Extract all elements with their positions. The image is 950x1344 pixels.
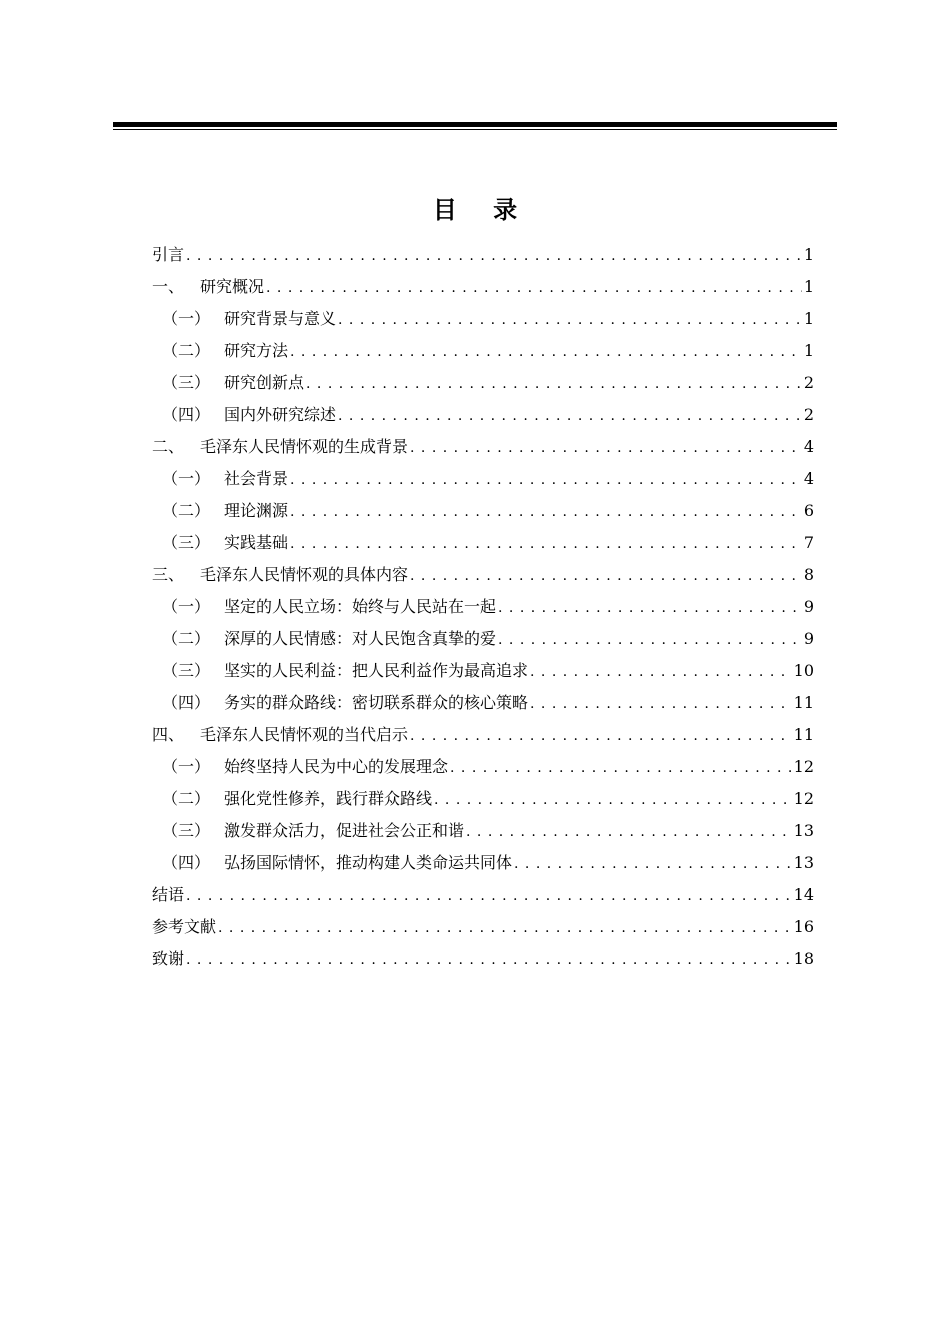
toc-entry-page: 9 [803, 629, 814, 648]
toc-entry-number: （二） [162, 341, 211, 360]
toc-entry-page: 4 [803, 469, 814, 488]
toc-entry-title: 研究创新点 [224, 373, 305, 392]
toc-entry-page: 11 [793, 725, 814, 744]
toc-entry[interactable] [152, 783, 814, 815]
toc-entry[interactable] [152, 847, 814, 879]
toc-entry-number: 一、 [152, 277, 185, 296]
toc-entry-title: 毛泽东人民情怀观的具体内容 [200, 565, 409, 584]
toc-leader-dots [498, 623, 802, 655]
toc-entry-page: 10 [793, 661, 814, 680]
toc-entry-title: 坚定的人民立场：始终与人民站在一起 [224, 597, 497, 616]
toc-entry-title: 国内外研究综述 [224, 405, 337, 424]
toc-entry-title: 致谢 [152, 949, 185, 968]
toc-leader-dots [338, 303, 802, 335]
toc-entry-page: 12 [793, 757, 814, 776]
toc-entry-number: （四） [162, 853, 211, 872]
toc-entry-number: （一） [162, 469, 211, 488]
toc-leader-dots [186, 879, 792, 911]
toc-entry-page: 18 [793, 949, 814, 968]
toc-entry-title: 强化党性修养，践行群众路线 [224, 789, 433, 808]
toc-entry-number: （二） [162, 629, 211, 648]
toc-leader-dots [338, 399, 802, 431]
toc-entry-title: 研究概况 [200, 277, 265, 296]
toc-entry[interactable] [152, 591, 814, 623]
toc-entry-number: （三） [162, 661, 211, 680]
toc-leader-dots [450, 751, 792, 783]
toc-entry-number: （四） [162, 693, 211, 712]
toc-entry-page: 2 [803, 405, 814, 424]
toc-leader-dots [218, 911, 792, 943]
toc-entry-number: （三） [162, 373, 211, 392]
toc-entry[interactable] [152, 431, 814, 463]
toc-entry[interactable] [152, 367, 814, 399]
toc-leader-dots [290, 527, 802, 559]
toc-leader-dots [498, 591, 802, 623]
toc-entry[interactable] [152, 495, 814, 527]
toc-entry[interactable] [152, 271, 814, 303]
toc-title: 目 录 [432, 196, 532, 224]
toc-entry[interactable] [152, 239, 814, 271]
toc-entry-title: 参考文献 [152, 917, 217, 936]
toc-entry-title: 始终坚持人民为中心的发展理念 [224, 757, 449, 776]
toc-entry-title: 理论渊源 [224, 501, 289, 520]
toc-entry[interactable] [152, 719, 814, 751]
toc-leader-dots [306, 367, 802, 399]
toc-entry[interactable] [152, 879, 814, 911]
toc-leader-dots [410, 431, 802, 463]
toc-entry-page: 1 [803, 341, 814, 360]
toc-leader-dots [530, 687, 792, 719]
toc-entry[interactable] [152, 335, 814, 367]
toc-entry-number: （三） [162, 821, 211, 840]
toc-entry-number: （二） [162, 789, 211, 808]
toc-entry[interactable] [152, 527, 814, 559]
toc-entry-number: 四、 [152, 725, 185, 744]
toc-entry-title: 毛泽东人民情怀观的生成背景 [200, 437, 409, 456]
toc-entry[interactable] [152, 815, 814, 847]
toc-entry-title: 务实的群众路线：密切联系群众的核心策略 [224, 693, 529, 712]
toc-entry[interactable] [152, 303, 814, 335]
toc-entry-page: 6 [803, 501, 814, 520]
toc-entry-page: 9 [803, 597, 814, 616]
toc-entry-page: 12 [793, 789, 814, 808]
toc-leader-dots [290, 495, 802, 527]
toc-entry-page: 7 [803, 533, 814, 552]
toc-entry[interactable] [152, 655, 814, 687]
toc-entry[interactable] [152, 399, 814, 431]
toc-leader-dots [186, 239, 802, 271]
toc-entry-title: 坚实的人民利益：把人民利益作为最高追求 [224, 661, 529, 680]
toc-entry-title: 研究背景与意义 [224, 309, 337, 328]
toc-entry-title: 研究方法 [224, 341, 289, 360]
toc-entry-number: （一） [162, 757, 211, 776]
toc-leader-dots [410, 559, 802, 591]
toc-leader-dots [466, 815, 792, 847]
toc-entry[interactable] [152, 687, 814, 719]
toc-leader-dots [514, 847, 792, 879]
toc-entry-number: 二、 [152, 437, 185, 456]
toc-list [152, 239, 814, 975]
toc-leader-dots [290, 463, 802, 495]
toc-entry-page: 2 [803, 373, 814, 392]
toc-entry-page: 16 [793, 917, 814, 936]
toc-entry-title: 社会背景 [224, 469, 289, 488]
toc-entry-title: 毛泽东人民情怀观的当代启示 [200, 725, 409, 744]
toc-leader-dots [290, 335, 802, 367]
toc-entry-title: 弘扬国际情怀，推动构建人类命运共同体 [224, 853, 513, 872]
toc-entry-title: 引言 [152, 245, 185, 264]
toc-entry-title: 激发群众活力，促进社会公正和谐 [224, 821, 465, 840]
toc-entry-number: （四） [162, 405, 211, 424]
toc-entry-page: 13 [793, 853, 814, 872]
toc-leader-dots [266, 271, 802, 303]
toc-entry[interactable] [152, 943, 814, 975]
toc-entry-page: 1 [803, 277, 814, 296]
toc-entry-page: 4 [803, 437, 814, 456]
toc-entry-title: 实践基础 [224, 533, 289, 552]
toc-entry-page: 13 [793, 821, 814, 840]
toc-entry-page: 1 [803, 309, 814, 328]
toc-leader-dots [410, 719, 792, 751]
toc-leader-dots [186, 943, 792, 975]
toc-entry-page: 14 [793, 885, 814, 904]
toc-entry-title: 结语 [152, 885, 185, 904]
header-rule-thin [113, 129, 837, 130]
toc-entry-number: （一） [162, 597, 211, 616]
toc-entry-page: 8 [803, 565, 814, 584]
toc-entry-number: （三） [162, 533, 211, 552]
header-rule-thick [113, 122, 837, 127]
toc-leader-dots [434, 783, 792, 815]
toc-leader-dots [530, 655, 792, 687]
toc-entry[interactable] [152, 911, 814, 943]
toc-entry[interactable] [152, 623, 814, 655]
toc-entry[interactable] [152, 463, 814, 495]
toc-entry-number: 三、 [152, 565, 185, 584]
toc-entry-page: 11 [793, 693, 814, 712]
toc-entry-number: （一） [162, 309, 211, 328]
toc-entry-title: 深厚的人民情感：对人民饱含真挚的爱 [224, 629, 497, 648]
toc-entry-page: 1 [803, 245, 814, 264]
toc-entry-number: （二） [162, 501, 211, 520]
toc-entry[interactable] [152, 751, 814, 783]
toc-entry[interactable] [152, 559, 814, 591]
